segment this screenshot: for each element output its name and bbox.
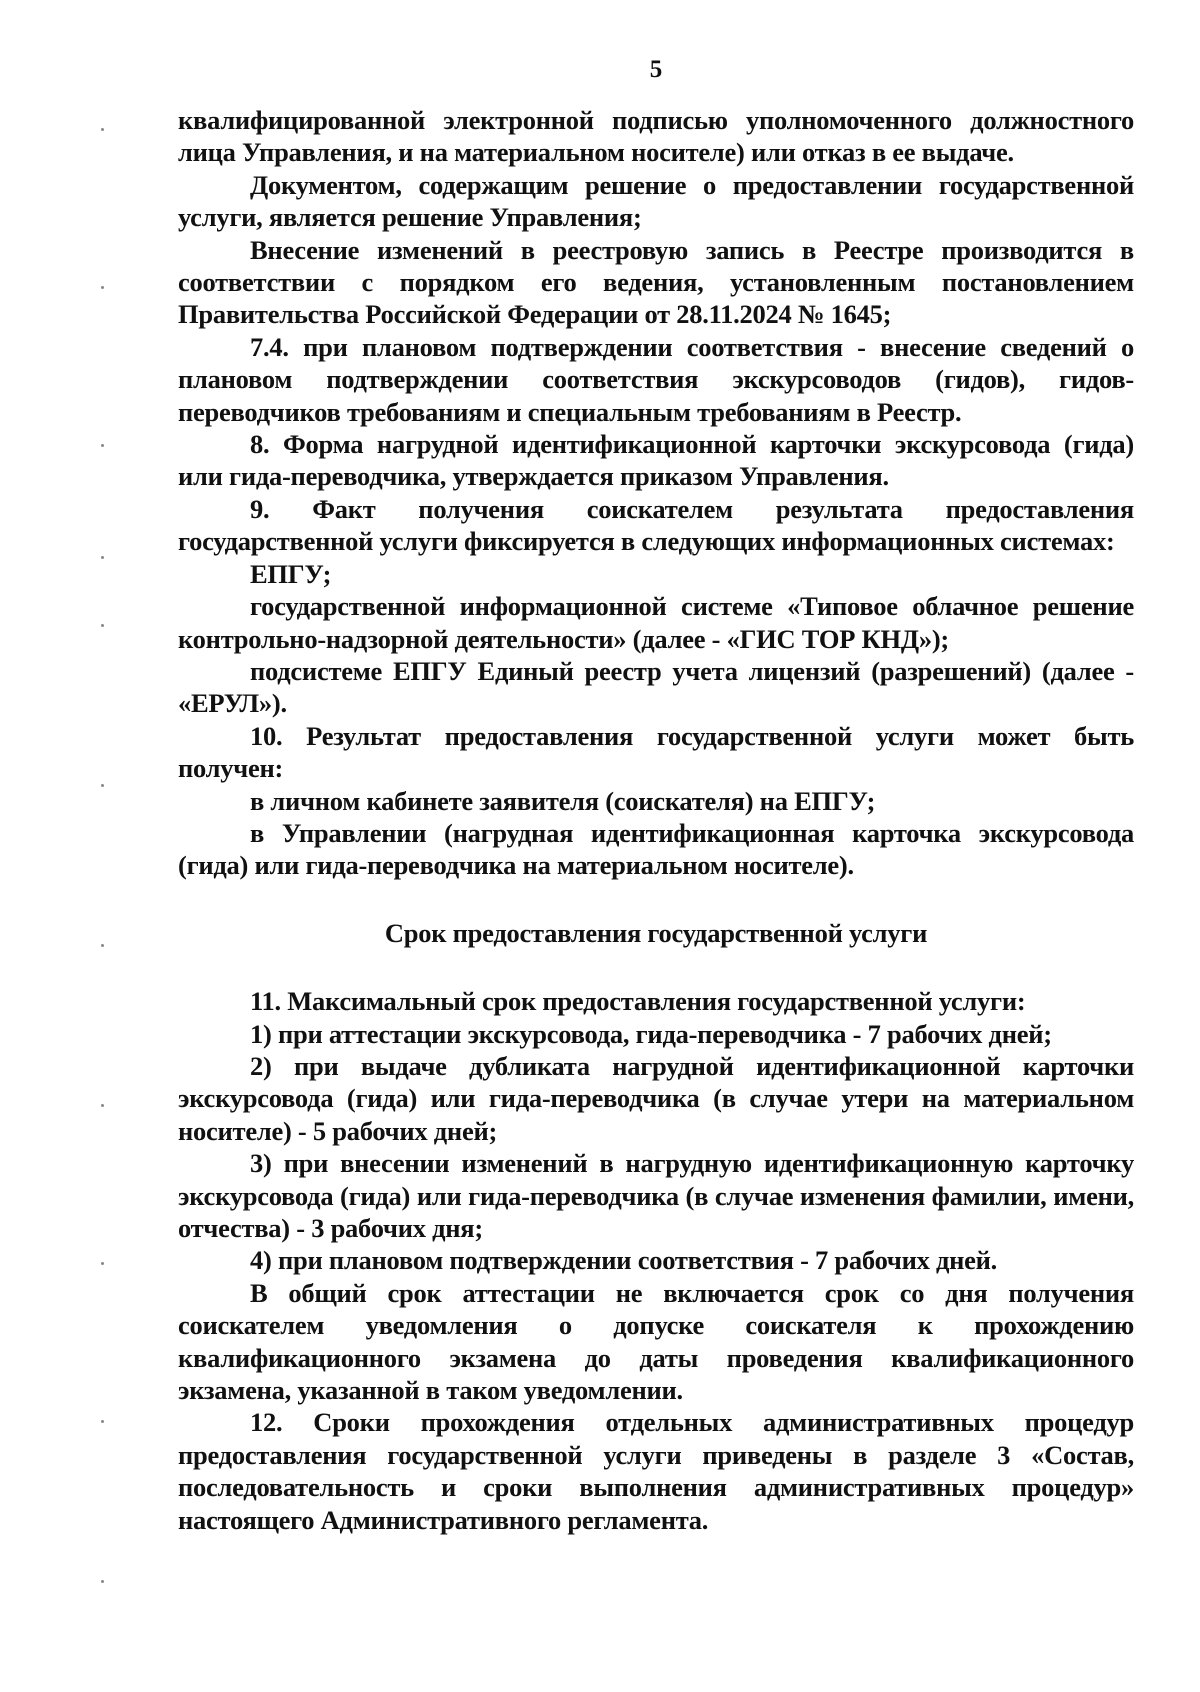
paragraph: ЕПГУ; — [250, 558, 332, 589]
margin-mark — [101, 128, 104, 131]
margin-mark — [101, 1262, 104, 1265]
paragraph: подсистеме ЕПГУ Единый реестр учета лицензий (разрешений) (далее - «ЕРУЛ»). — [178, 655, 1134, 719]
paragraph: 8. Форма нагрудной идентификационной карточки экскурсовода (гида) или гида-переводчика, утверждается приказом Управления. — [178, 429, 1134, 492]
paragraph: государственной информационной системе «Типовое облачное решение контрольно-надзорной деятельности» (далее - «ГИС ТОР КНД»); — [178, 591, 1134, 654]
paragraph: 11. Максимальный срок предоставления государственной услуги: — [250, 986, 1026, 1017]
section-heading: Срок предоставления государственной услуги — [384, 917, 928, 948]
paragraph: в Управлении (нагрудная идентификационная карточка экскурсовода (гида) или гида-переводчика на материальном носителе). — [178, 817, 1134, 881]
paragraph: Внесение изменений в реестровую запись в Реестре производится в соответствии с порядком его ведения, установленным постановлением Правительства Российской Федерации от 28.11.2024 № 1645; — [178, 234, 1134, 330]
paragraph: 9. Факт получения соискателем результата предоставления государственной услуги фиксируется в следующих информационных системах: — [178, 493, 1134, 557]
margin-mark — [101, 944, 104, 947]
paragraph: 2) при выдаче дубликата нагрудной идентификационной карточки экскурсовода (гида) или гида-переводчика (в случае утери на материальном носителе) - 5 рабочих дней; — [178, 1050, 1134, 1146]
margin-mark — [101, 444, 104, 447]
paragraph: 7.4. при плановом подтверждении соответствия - внесение сведений о плановом подтверждении соответствия экскурсоводов (гидов), гидов-переводчиков требованиям и специальным требованиям в Реестр. — [178, 331, 1134, 427]
paragraph: 3) при внесении изменений в нагрудную идентификационную карточку экскурсовода (гида) или гида-переводчика (в случае изменения фамилии, имени, отчества) - 3 рабочих дня; — [178, 1148, 1134, 1243]
margin-mark — [101, 556, 104, 559]
margin-mark — [101, 286, 104, 289]
margin-mark — [101, 624, 104, 627]
paragraph: 4) при плановом подтверждении соответствия - 7 рабочих дней. — [250, 1245, 998, 1276]
paragraph: 1) при аттестации экскурсовода, гида-переводчика - 7 рабочих дней; — [250, 1018, 1052, 1049]
margin-mark — [101, 1580, 104, 1583]
paragraph: 12. Сроки прохождения отдельных административных процедур предоставления государственной услуги приведены в разделе 3 «Состав, последовательность и сроки выполнения административных процедур» настоящего Административного регламента. — [178, 1407, 1134, 1535]
document-body — [178, 104, 1134, 1536]
page-number: 5 — [649, 56, 663, 83]
margin-mark — [101, 784, 104, 787]
paragraph: В общий срок аттестации не включается срок со дня получения соискателем уведомления о допуске соискателя к прохождению квалификационного экзамена до даты проведения квалификационного экзамена, указанной в таком уведомлении. — [178, 1277, 1134, 1406]
paragraph: Документом, содержащим решение о предоставлении государственной услуги, является решение Управления; — [178, 169, 1134, 233]
paragraph: в личном кабинете заявителя (соискателя) на ЕПГУ; — [250, 785, 876, 816]
margin-mark — [101, 1104, 104, 1107]
paragraph: 10. Результат предоставления государственной услуги может быть получен: — [178, 720, 1134, 784]
margin-mark — [101, 1420, 104, 1423]
paragraph: квалифицированной электронной подписью уполномоченного должностного лица Управления, и на материальном носителе) или отказ в ее выдаче. — [178, 105, 1134, 168]
